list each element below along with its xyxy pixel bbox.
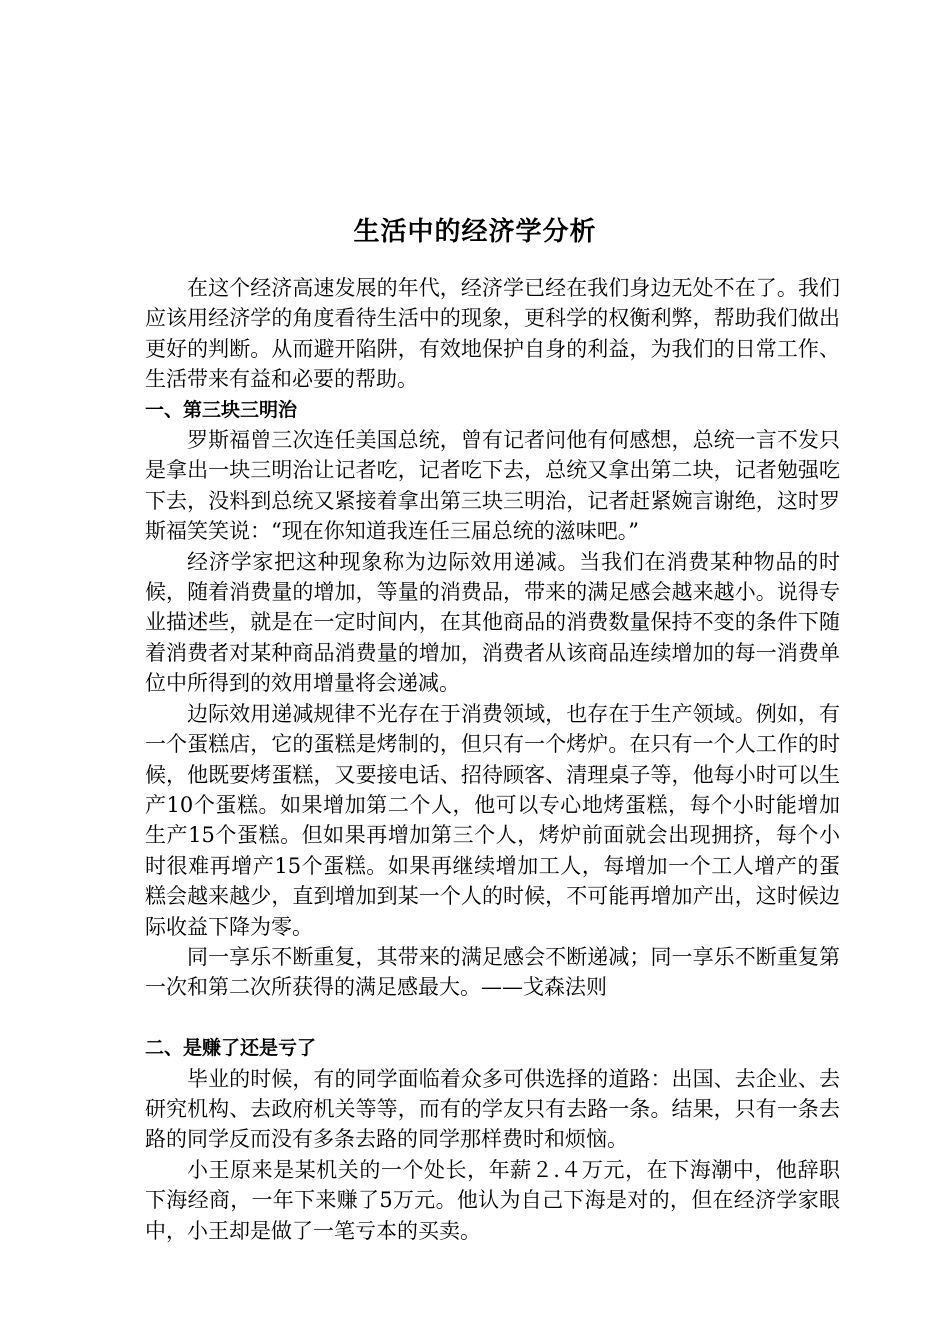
paragraph-roosevelt-story: 罗斯福曾三次连任美国总统，曾有记者问他有何感想，总统一言不发只是拿出一块三明治让记者吃，记者吃下去，总统又拿出第二块，记者勉强吃下去，没料到总统又紧接着拿出第三块三明治，记者赶紧婉言谢绝，这时罗斯福笑笑说：“现在你知道我连任三届总统的滋味吧。” <box>145 428 840 544</box>
intro-paragraph: 在这个经济高速发展的年代，经济学已经在我们身边无处不在了。我们应该用经济学的角度看待生活中的现象，更科学的权衡利弊，帮助我们做出更好的判断。从而避开陷阱，有效地保护自身的利益，为我们的日常工作、生活带来有益和必要的帮助。 <box>145 276 840 392</box>
paragraph-diminishing-utility: 经济学家把这种现象称为边际效用递减。当我们在消费某种物品的时候，随着消费量的增加，等量的消费品，带来的满足感会越来越小。说得专业描述些，就是在一定时间内，在其他商品的消费数量保持不变的条件下随着消费者对某种商品消费量的增加，消费者从该商品连续增加的每一消费单位中所得到的效用增量将会递减。 <box>145 549 840 696</box>
paragraph-bakery-example: 边际效用递减规律不光存在于消费领域，也存在于生产领域。例如，有一个蛋糕店，它的蛋糕是烤制的，但只有一个烤炉。在只有一个人工作的时候，他既要烤蛋糕，又要接电话、招待顾客、清理桌子等，他每小时可以生产10个蛋糕。如果增加第二个人，他可以专心地烤蛋糕，每个小时能增加生产15个蛋糕。但如果再增加第三个人，烤炉前面就会出现拥挤，每个小时很难再增产15个蛋糕。如果再继续增加工人，每增加一个工人增产的蛋糕会越来越少，直到增加到某一个人的时候，不可能再增加产出，这时候边际收益下降为零。 <box>145 701 840 939</box>
document-title: 生活中的经济学分析 <box>353 217 597 247</box>
section-heading-gain-or-loss: 二、是赚了还是亏了 <box>145 1037 317 1060</box>
paragraph-gossen-law: 同一享乐不断重复，其带来的满足感会不断递减；同一享乐不断重复第一次和第二次所获得的满足感最大。——戈森法则 <box>145 944 840 1000</box>
paragraph-graduation-choices: 毕业的时候，有的同学面临着众多可供选择的道路：出国、去企业、去研究机构、去政府机关等等，而有的学友只有去路一条。结果，只有一条去路的同学反而没有多条去路的同学那样费时和烦恼。 <box>145 1066 840 1152</box>
document-body <box>145 273 840 1246</box>
section-heading-sandwich: 一、第三块三明治 <box>145 398 298 421</box>
blank-line <box>145 1003 840 1033</box>
paragraph-xiaowang-story: 小王原来是某机关的一个处长，年薪２.４万元，在下海潮中，他辞职下海经商，一年下来赚了5万元。他认为自己下海是对的，但在经济学家眼中，小王却是做了一笔亏本的买卖。 <box>145 1157 840 1243</box>
